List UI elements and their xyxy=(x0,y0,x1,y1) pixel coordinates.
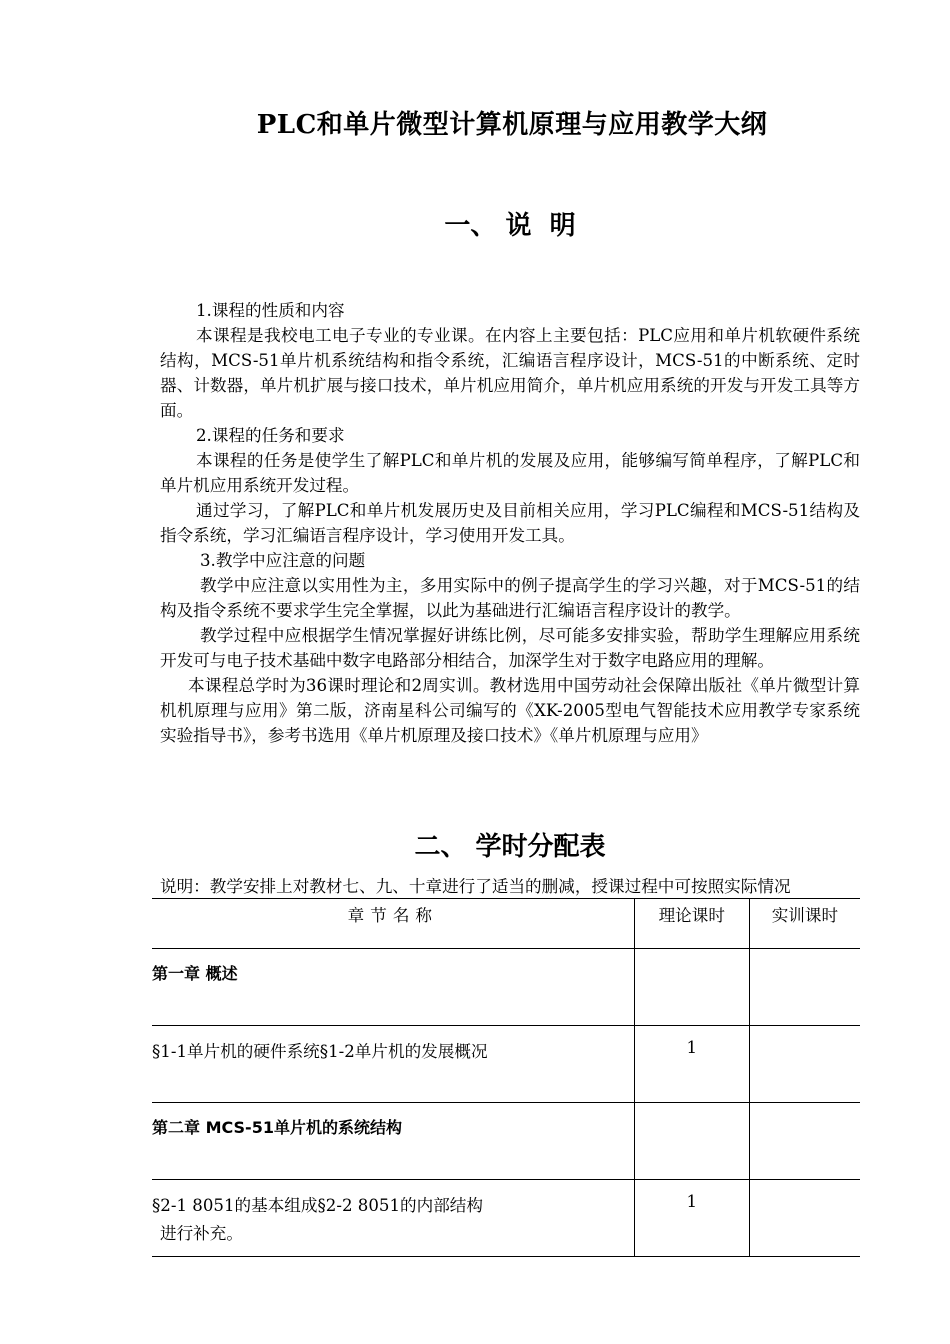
practice-hours-cell xyxy=(749,1103,860,1180)
theory-hours-cell: 1 xyxy=(634,1180,749,1257)
header-practice-hours: 实训课时 xyxy=(749,899,860,949)
table-row xyxy=(152,1180,860,1257)
chapter-title-cell: 第二章 MCS-51单片机的系统结构 xyxy=(152,1103,634,1180)
paragraph: 本课程的任务是使学生了解PLC和单片机的发展及应用，能够编写简单程序，了解PLC和单片机应用系统开发过程。 xyxy=(160,451,860,495)
header-theory-hours: 理论课时 xyxy=(634,899,749,949)
practice-hours-cell xyxy=(749,1180,860,1257)
table-row xyxy=(152,1103,860,1180)
document-title: PLC和单片微型计算机原理与应用教学大纲 xyxy=(256,110,768,140)
paragraph: 教学过程中应根据学生情况掌握好讲练比例，尽可能多安排实验，帮助学生理解应用系统开发可与电子技术基础中数字电路部分相结合，加深学生对于数字电路应用的理解。 xyxy=(160,626,860,670)
theory-hours-cell: 1 xyxy=(634,1026,749,1103)
paragraph: 教学中应注意以实用性为主，多用实际中的例子提高学生的学习兴趣，对于MCS-51的结构及指令系统不要求学生完全掌握，以此为基础进行汇编语言程序设计的教学。 xyxy=(160,576,860,620)
table-header-row xyxy=(152,899,860,949)
table-row xyxy=(152,949,860,1026)
section-name-cell: §1-1单片机的硬件系统§1-2单片机的发展概况 xyxy=(152,1026,634,1103)
section-heading-explanation: 一、 说 明 xyxy=(444,211,576,241)
theory-hours-cell xyxy=(634,949,749,1026)
header-chapter-name: 章节名称 xyxy=(152,899,634,949)
paragraph: 2.课程的任务和要求 xyxy=(196,426,345,445)
practice-hours-cell xyxy=(749,949,860,1026)
table-note: 说明：教学安排上对教材七、九、十章进行了适当的删减，授课过程中可按照实际情况 xyxy=(160,877,791,896)
table-note-continuation: 进行补充。 xyxy=(160,1224,243,1243)
chapter-title-cell: 第一章 概述 xyxy=(152,949,634,1026)
paragraph: 1.课程的性质和内容 xyxy=(196,301,345,320)
theory-hours-cell xyxy=(634,1103,749,1180)
practice-hours-cell xyxy=(749,1026,860,1103)
paragraph: 本课程总学时为36课时理论和2周实训。教材选用中国劳动社会保障出版社《单片微型计算机机原理与应用》第二版，济南星科公司编写的《XK-2005型电气智能技术应用教学专家系统实验指导书》，参考书选用《单片机原理及接口技术》《单片机原理与应用》 xyxy=(160,676,860,745)
section-heading-hours-table: 二、 学时分配表 xyxy=(414,832,606,862)
section-name-cell: §2-1 8051的基本组成§2-2 8051的内部结构 xyxy=(152,1180,634,1257)
paragraph: 通过学习，了解PLC和单片机发展历史及目前相关应用，学习PLC编程和MCS-51结构及指令系统，学习汇编语言程序设计，学习使用开发工具。 xyxy=(160,501,860,545)
paragraph: 本课程是我校电工电子专业的专业课。在内容上主要包括：PLC应用和单片机软硬件系统结构，MCS-51单片机系统结构和指令系统，汇编语言程序设计，MCS-51的中断系统、定时器、计数器，单片机扩展与接口技术，单片机应用简介，单片机应用系统的开发与开发工具等方面。 xyxy=(160,326,860,420)
explanation-body xyxy=(160,298,860,748)
hours-allocation-table xyxy=(152,898,860,1257)
table-row xyxy=(152,1026,860,1103)
paragraph: 3.教学中应注意的问题 xyxy=(200,551,366,570)
